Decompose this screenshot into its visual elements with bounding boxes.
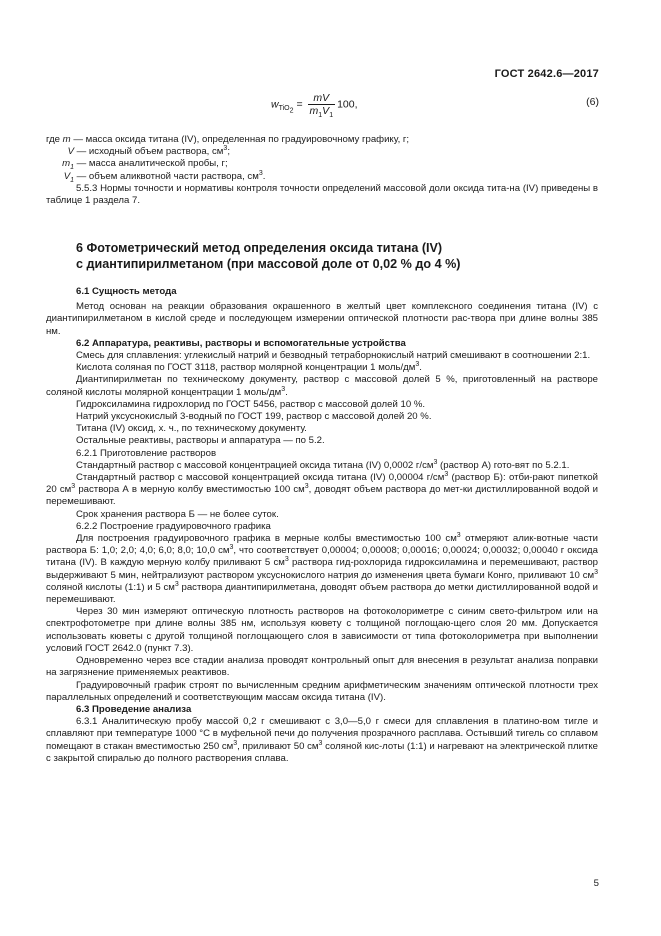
para-sodium-acetate: Натрий уксуснокислый 3-водный по ГОСТ 199, раствор с массовой долей 20 %. [76,411,432,423]
paragraph-5-5-3: 5.5.3 Нормы точности и нормативы контроля точности определений массовой доли оксида тита-на (IV) приведены в таблице 1 раздела 7. [46,182,598,207]
section-6-title-line2: с диантипирилметаном (при массовой доле от 0,02 % до 4 %) [76,257,461,271]
subsection-6-3-title: 6.3 Проведение анализа [76,703,192,715]
para-calibration: Для построения градуировочного графика в мерные колбы вместимостью 100 $см^3$ отмеряют алик-вотные части раствора Б: 1,0; 2,0; 4,0; 6,0; 8,0; 10,0 $см^3$, что соответствует 0,00004; 0,00008; 0,00016; 0,00024; 0,00032; 0,00040 г оксида титана (IV). В каждую мерную колбу приливают 5 $см^3$ раствора гид-рохлорида гидроксиламина и перемешивают, раствор выдерживают 5 мин, нейтрализуют раствором уксуснокислого натрия до изменения цвета бумаги Конго, приливают 10 $см^3$ соляной кислоты (1:1) и 5 $см^3$ раствора диантипирилметана, доводят объем раствора до метки дистиллированной водой и перемешивают. [46,531,599,606]
para-solution-a: Стандартный раствор с массовой концентрацией оксида титана (IV) 0,0002 $г/см^3$ (раствор А) гото-вят по 5.2.1. [76,458,570,471]
var-m1: m [62,158,71,170]
formula-lhs-sub2: 2 [289,107,294,115]
var-V1-sub: 1 [70,176,74,184]
para-graph: Градуировочный график строят по вычисленным средним арифметическим значениям оптической плотности трех параллельных определений и соответствующим массам оксида титана (IV). [46,679,598,703]
section-6-heading [46,240,598,272]
formula-numerator: mV [313,92,330,104]
standard-header: ГОСТ 2642.6—2017 [494,68,599,80]
para-6-3-1: 6.3.1 Аналитическую пробу массой 0,2 г смешивают с 3,0—5,0 г смеси для сплавления в платино-вом тигле и сплавляют при температуре 1000 °C в муфельной печи до получения прозрачного расплава. Остывший тигель со сплавом помещают в стакан вместимостью 250 $см^3$, приливают 50 $см^3$ соляной кис-лоты (1:1) и нагревают на электрической плитке с закрытой спиралью до полного растворения сплава. [46,716,598,764]
page-number: 5 [593,878,599,889]
formula-den-b-sub: 1 [329,112,334,120]
formula-den-a: m [309,105,319,117]
subsection-6-1-title: 6.1 Сущность метода [76,286,177,297]
var-m: m [62,134,71,145]
var-V-desc: — исходный объем раствора, см [74,146,224,158]
subsection-6-1-text: Метод основан на реакции образования окрашенного в желтый цвет комплексного соединения титана (IV) с диантипирилметаном в кислой среде и последующем измерении оптической плотности рас-твора при длине волны 385 нм. [46,301,598,337]
formula-lhs: w [271,98,279,111]
para-other-reagents: Остальные реактивы, растворы и аппаратура — по 5.2. [76,435,325,447]
sup: 3 [258,169,263,177]
para-6-2-2: 6.2.2 Построение градуировочного графика [76,520,271,532]
para-measurement: Через 30 мин измеряют оптическую плотность растворов на фотоколориметре с синим свето-фильтром или на спектрофотометре при длине волны 385 нм, используя кювету с толщиной поглощаю-щего слоя 20 мм. Допускается использовать кюветы с другой толщиной поглощающего слоя в зависимости от типа фотоколориметра при выполнении условий ГОСТ 2642.0 (пункт 7.3). [46,606,598,654]
para-diantipyrylmethane: Диантипирилметан по техническому документу, раствор с массовой долей 5 %, приготовленный на растворе соляной кислоты молярной концентрации 1 моль/$дм^3$. [46,374,598,398]
formula-fraction [308,92,336,120]
var-m1-sub: 1 [70,164,74,172]
var-V1-desc: — объем аликвотной части раствора, см [74,170,259,182]
para-hcl: Кислота соляная по ГОСТ 3118, раствор молярной концентрации 1 моль/$дм^3$. [76,361,422,374]
section-6-body [46,286,598,765]
var-m1-desc: — масса аналитической пробы, г; [74,158,228,170]
para-control: Одновременно через все стадии анализа проводят контрольный опыт для внесения в результат анализа поправки на загрязнение применяемых реактивов. [46,655,598,679]
var-V1: V [63,170,71,182]
formula-tail: 100, [337,98,358,111]
var-V: V [67,146,74,158]
var-m-desc: — масса оксида титана (IV), определенная по градуировочному графику, г; [70,134,410,145]
formula-lhs-sub: TiO [278,105,290,113]
formula-number: (6) [586,96,599,108]
para-hydroxylamine: Гидроксиламина гидрохлорид по ГОСТ 5456, раствор с массовой долей 10 %. [76,398,426,410]
section-6-title-line1: 6 Фотометрический метод определения оксида титана (IV) [76,241,443,255]
para-storage: Срок хранения раствора Б — не более суток. [76,508,279,520]
where-lead: где [46,134,63,145]
para-6-2-1: 6.2.1 Приготовление растворов [76,447,217,459]
subsection-6-2-title: 6.2 Аппаратура, реактивы, растворы и вспомогательные устройства [76,337,406,349]
where-block: где m — масса оксида титана (IV), определенная по градуировочному графику, г; V — исходный объем раствора, $см^3$; $m_1$ — масса аналитической пробы, г; $V_1$ — объем аликвотной части раствора, $см^3$. 5.5.3 Нормы точности и нормативы контроля точности определений массовой доли оксида тита-на (IV) приведены в таблице 1 раздела 7. [46,134,598,207]
para-mixture: Смесь для сплавления: углекислый натрий и безводный тетраборнокислый натрий смешивают в соотношении 2:1. [76,350,591,362]
formula-6 [271,92,358,120]
para-titanium-oxide: Титана (IV) оксид, х. ч., по техническому документу. [76,423,307,435]
para-solution-b: Стандартный раствор с массовой концентрацией оксида титана (IV) 0,00004 $г/см^3$ (раствор Б): отби-рают пипеткой 20 $см^3$ раствора А в мерную колбу вместимостью 100 $см^3$, доводят объем раствора до мет-ки дистиллированной водой и перемешивают. [46,470,599,508]
formula-den-a-sub: 1 [318,112,323,120]
formula-eq: = [296,98,303,111]
formula-den-b: V [322,105,330,117]
sup: 3 [223,145,228,153]
